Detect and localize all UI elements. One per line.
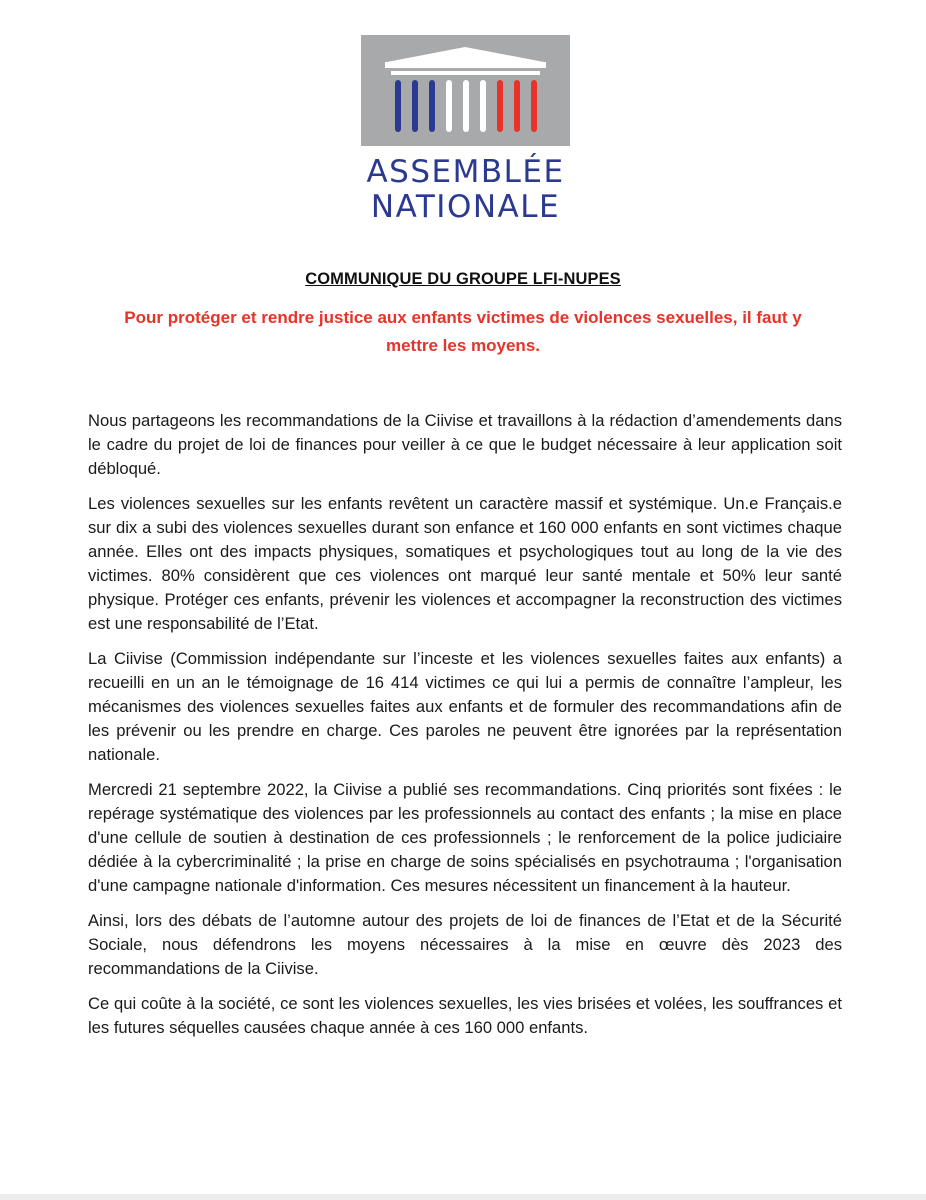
paragraph-6: Ce qui coûte à la société, ce sont les violences sexuelles, les vies brisées et volées, les souffrances et les futures séquelles causées chaque année à ces 160 000 enfants. (88, 994, 842, 1037)
logo-building-emblem (361, 35, 570, 146)
paragraph-3: La Ciivise (Commission indépendante sur l’inceste et les violences sexuelles faites aux enfants) a recueilli en un an le témoignage de 16 414 victimes ce qui lui a permis de connaître l’ampleur, les mécanismes des violences sexuelles faites aux enfants et de formuler des recommandations afin de les prévenir ou les prendre en charge. Ces paroles ne peuvent être ignorées par la représentation nationale. (88, 649, 842, 764)
paragraph-2: Les violences sexuelles sur les enfants revêtent un caractère massif et systémique. Un.e Français.e sur dix a subi des violences sexuelles durant son enfance et 160 000 enfants en sont victimes chaque année. Elles ont des impacts physiques, somatiques et psychologiques tout au long de la vie des victimes. 80% considèrent que ces violences ont marqué leur santé mentale et 50% leur santé physique. Protéger ces enfants, prévenir les violences et accompagner la reconstruction des victimes est une responsabilité de l’Etat. (88, 494, 842, 633)
parliament-building-icon (361, 35, 570, 146)
communique-body (88, 409, 842, 1051)
assemblee-nationale-logo (359, 35, 572, 225)
logo-wordmark-line2: NATIONALE (370, 189, 561, 225)
paragraph-4: Mercredi 21 septembre 2022, la Ciivise a publié ses recommandations. Cinq priorités sont fixées : le repérage systématique des violences par les professionnels au contact des enfants ; la mise en place d'une cellule de soutien à destination de ces professionnels ; le renforcement de la police judiciaire dédiée à la cybercriminalité ; la prise en charge de soins spécialisés en psychotrauma ; l'organisation d'une campagne nationale d'information. Ces mesures nécessitent un financement à la hauteur. (88, 780, 842, 895)
communique-subtitle: Pour protéger et rendre justice aux enfants victimes de violences sexuelles, il faut y mettre les moyens. (124, 308, 802, 355)
communique-title: COMMUNIQUE DU GROUPE LFI-NUPES (305, 270, 621, 288)
page-bottom-border (0, 1194, 926, 1200)
paragraph-5: Ainsi, lors des débats de l’automne autour des projets de loi de finances de l’Etat et de la Sécurité Sociale, nous défendrons les moyens nécessaires à la mise en œuvre dès 2023 des recommandations de la Ciivise. (88, 911, 842, 978)
logo-wordmark-line1: ASSEMBLÉE (366, 154, 565, 190)
paragraph-1: Nous partageons les recommandations de la Ciivise et travaillons à la rédaction d’amendements dans le cadre du projet de loi de finances pour veiller à ce que le budget nécessaire à leur application soit débloqué. (88, 411, 842, 478)
